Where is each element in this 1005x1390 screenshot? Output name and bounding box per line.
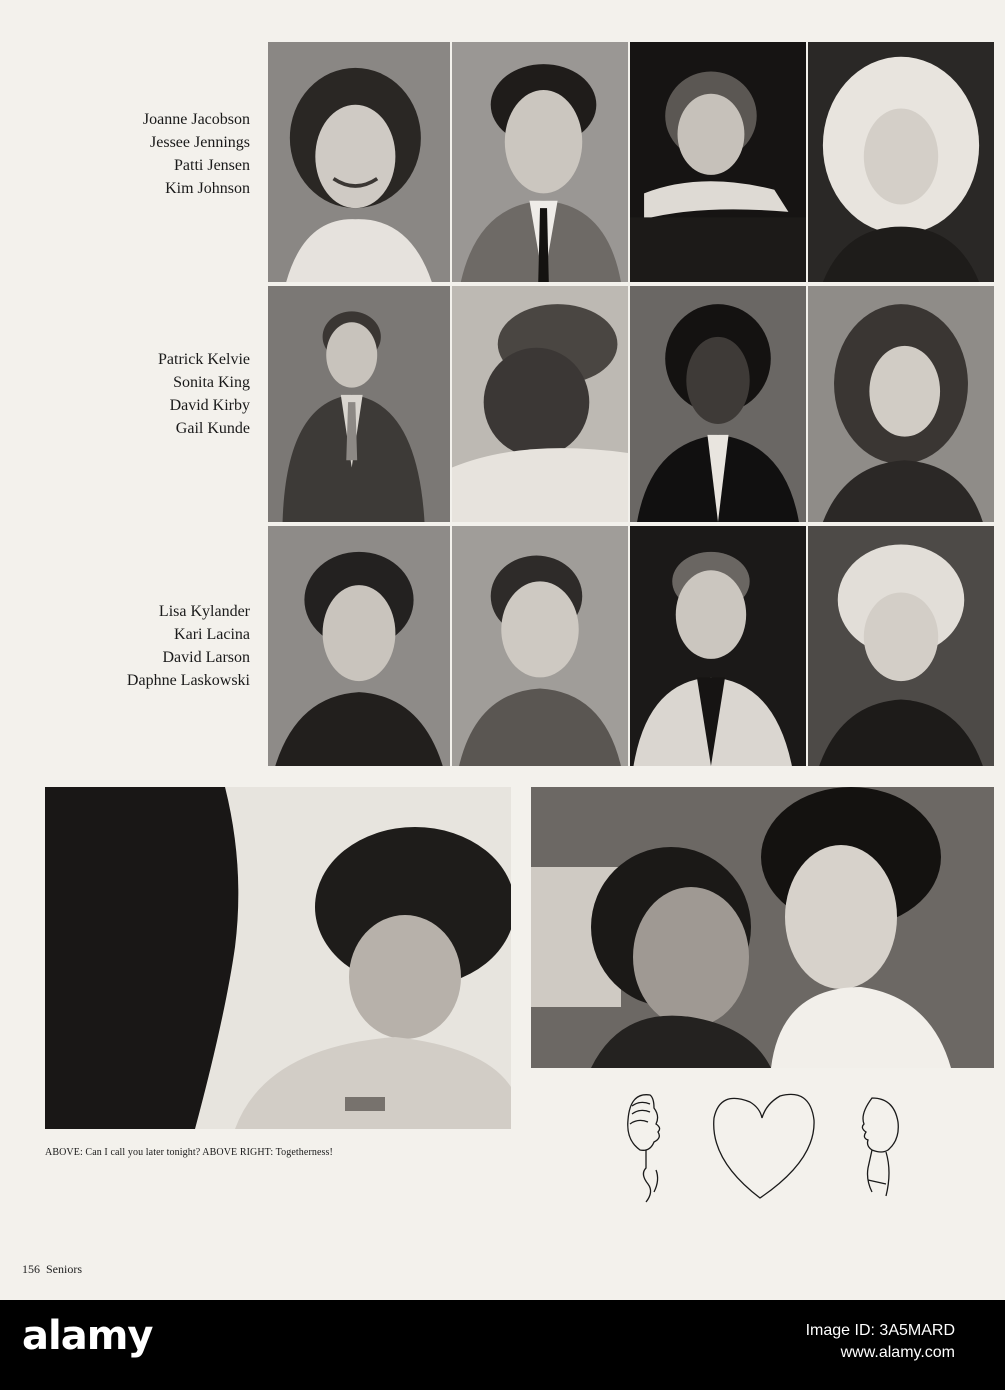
name-list-row-1	[0, 108, 250, 200]
student-name: Sonita King	[173, 374, 250, 391]
student-name: Lisa Kylander	[158, 603, 250, 620]
student-name: Kari Lacina	[174, 626, 250, 643]
portrait-photo	[452, 526, 628, 766]
page-footer	[22, 1262, 82, 1277]
portrait-photo	[630, 526, 806, 766]
page-number: 156	[22, 1262, 40, 1276]
site-url: www.alamy.com	[840, 1344, 955, 1361]
section-title: Seniors	[46, 1262, 82, 1276]
portrait-photo	[808, 286, 994, 522]
heart-doodles	[610, 1080, 910, 1210]
name-list-row-2	[0, 348, 250, 440]
candid-photo-right	[531, 787, 994, 1068]
student-name: David Kirby	[169, 397, 250, 414]
student-name: Kim Johnson	[165, 180, 250, 197]
portrait-photo	[630, 286, 806, 522]
name-list-row-3	[0, 600, 250, 692]
student-name: Joanne Jacobson	[142, 111, 250, 128]
portrait-photo	[452, 286, 628, 522]
portrait-photo	[630, 42, 806, 282]
portrait-grid	[268, 42, 994, 766]
student-name: Gail Kunde	[175, 420, 250, 437]
student-name: Daphne Laskowski	[126, 672, 250, 689]
student-name: David Larson	[162, 649, 250, 666]
candid-photo-left	[45, 787, 511, 1129]
portrait-photo	[268, 42, 450, 282]
portrait-photo	[268, 526, 450, 766]
image-id: Image ID: 3A5MARD	[805, 1322, 955, 1339]
photo-caption: ABOVE: Can I call you later tonight? ABOVE RIGHT: Togetherness!	[45, 1147, 333, 1158]
portrait-photo	[452, 42, 628, 282]
portrait-photo	[808, 526, 994, 766]
student-name: Patti Jensen	[174, 157, 250, 174]
student-name: Jessee Jennings	[150, 134, 250, 151]
watermark-info	[806, 1320, 955, 1364]
portrait-photo	[808, 42, 994, 282]
portrait-photo	[268, 286, 450, 522]
watermark-logo: alamy	[22, 1313, 153, 1359]
student-name: Patrick Kelvie	[158, 351, 250, 368]
